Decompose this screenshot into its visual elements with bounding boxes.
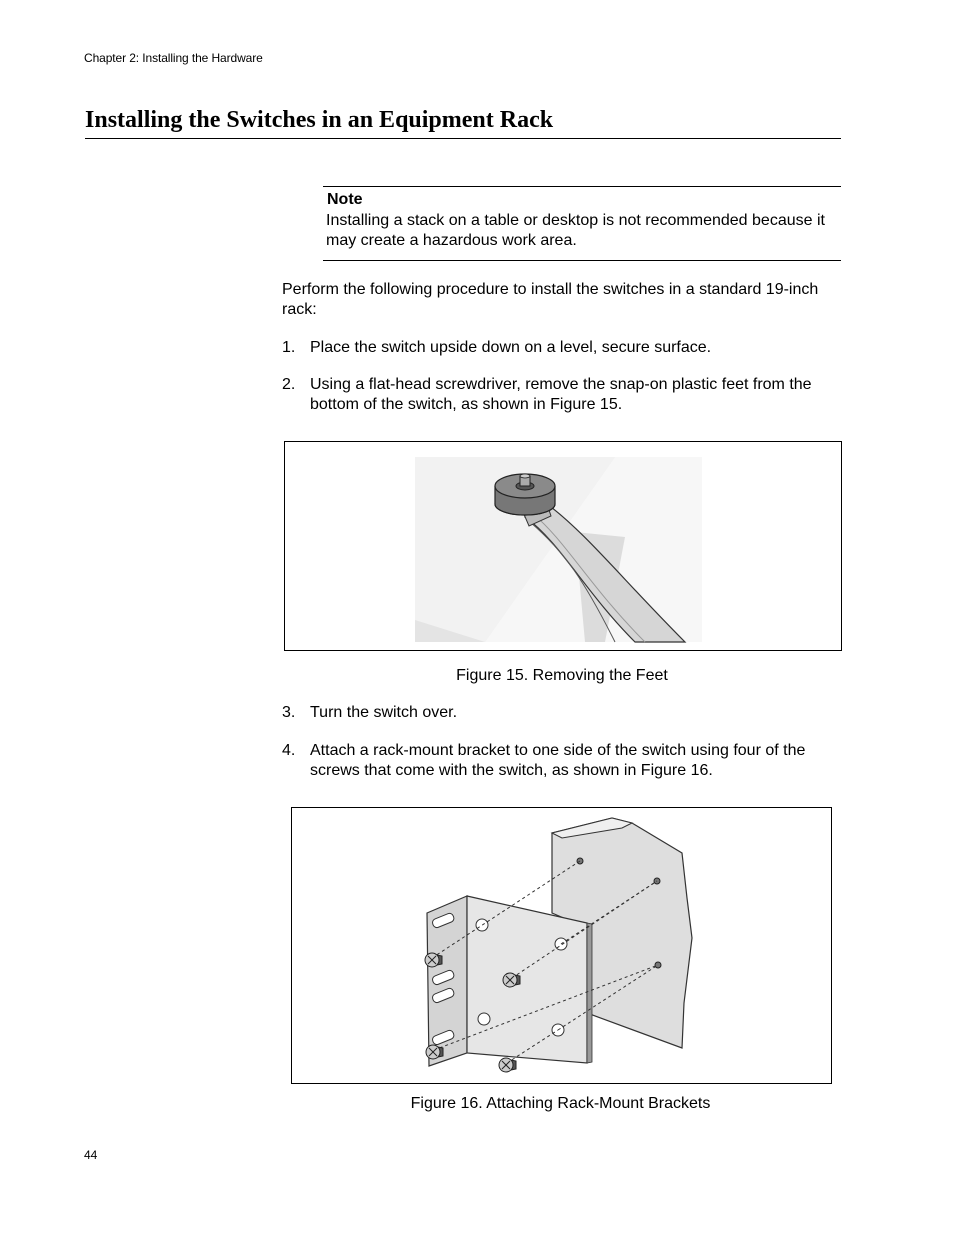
running-head: Chapter 2: Installing the Hardware bbox=[84, 51, 263, 65]
step-text: Turn the switch over. bbox=[310, 704, 458, 721]
step-text: Place the switch upside down on a level, secure surface. bbox=[310, 339, 712, 356]
note-box bbox=[323, 186, 841, 261]
page-number: 44 bbox=[84, 1148, 98, 1162]
figure-15-caption: Figure 15. Removing the Feet bbox=[456, 667, 668, 684]
intro-paragraph: Perform the following procedure to install the switches in a standard 19-inch rack: bbox=[282, 281, 819, 318]
rack-mount-bracket-illustration bbox=[292, 808, 831, 1083]
step-number: 4. bbox=[282, 742, 296, 759]
step-number: 3. bbox=[282, 704, 296, 721]
section-title: Installing the Switches in an Equipment Rack bbox=[85, 107, 841, 139]
figure-15 bbox=[284, 441, 842, 651]
step-number: 1. bbox=[282, 339, 296, 356]
figure-16 bbox=[291, 807, 832, 1084]
step-text: Attach a rack-mount bracket to one side of the switch using four of the screws that come with the switch, as shown in Figure 16. bbox=[310, 742, 806, 779]
note-label: Note bbox=[327, 191, 363, 208]
step-text: Using a flat-head screwdriver, remove the snap-on plastic feet from the bottom of the switch, as shown in Figure 15. bbox=[310, 376, 812, 413]
step-number: 2. bbox=[282, 376, 296, 393]
screwdriver-removing-foot-illustration bbox=[285, 442, 841, 650]
figure-16-caption: Figure 16. Attaching Rack-Mount Brackets bbox=[410, 1095, 711, 1112]
note-text: Installing a stack on a table or desktop is not recommended because it may create a hazardous work area. bbox=[326, 212, 825, 249]
